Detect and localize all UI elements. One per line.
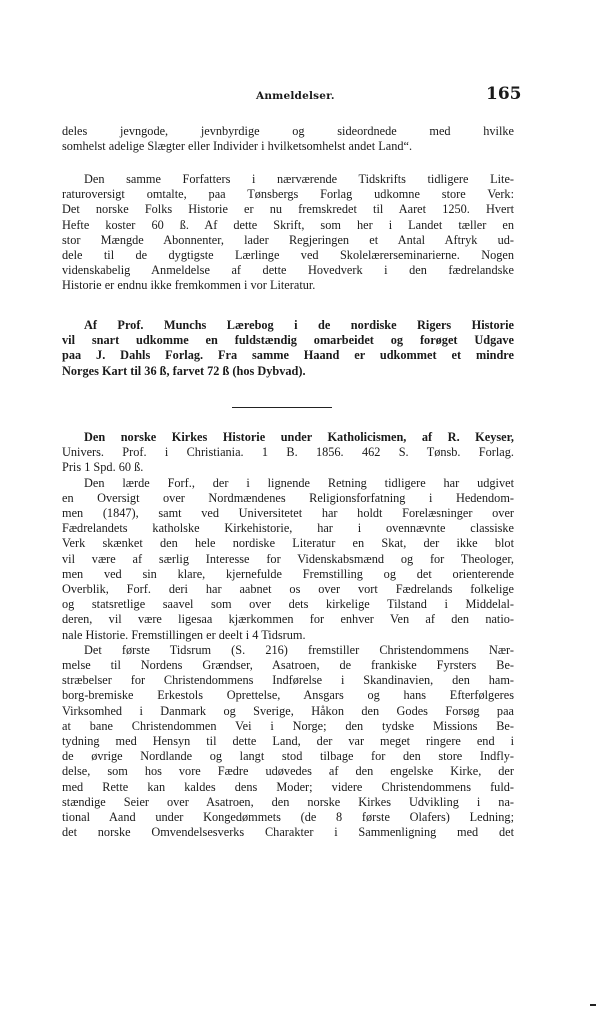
text-line: vil snart udkomme en fuldstændig omarbeidet og forøget Udgave (62, 333, 514, 348)
text-line: og statsretlige saavel som over dets kirkelige Tilstand i Middelal- (62, 597, 514, 612)
text-line: raturoversigt omtalte, paa Tønsbergs Forlag udkomne store Verk: (62, 187, 514, 202)
text-line: stor Mængde Abonnenter, lader Regjeringen et Antal Aftryk ud- (62, 232, 514, 247)
page-number: 165 (486, 84, 522, 104)
text-line: Det første Tidsrum (S. 216) fremstiller Christendommens Nær- (84, 642, 514, 657)
text-line: Hefte koster 60 ß. Af dette Skrift, som her i Landet tæller en (62, 217, 514, 232)
text-line: Norges Kart til 36 ß, farvet 72 ß (hos Dybvad). (62, 363, 306, 378)
text-line: Verk skænket den hele nordiske Literatur en Skat, der ikke blot (62, 536, 514, 551)
text-line: melse til Nordens Grændser, Asatroen, de frankiske Fyrsters Be- (62, 658, 514, 673)
review-title-line: Den norske Kirkes Historie under Katholicismen, af R. Keyser, (84, 430, 514, 444)
review-kirkes-historie (62, 430, 514, 840)
text-line: videnskabelig Anmeldelse af dette Hovedverk i den fædrelandske (62, 263, 514, 278)
text-line: vil være af særlig Interesse for Videnskabsmænd og for Theologer, (62, 551, 514, 566)
text-line: Historie er endnu ikke fremkommen i vor Literatur. (62, 278, 316, 293)
text-line: det norske Omvendelsesverks Charakter i Sammenligning med det (62, 825, 514, 840)
text-line: deren, vil være ligesaa kjærkommen for enhver Ven af den natio- (62, 612, 514, 627)
text-line: Pris 1 Spd. 60 ß. (62, 460, 144, 475)
text-line: at bane Christendommen Vei i Norge; den tydske Missions Be- (62, 718, 514, 733)
text-line: paa J. Dahls Forlag. Fra samme Haand er udkommet et mindre (62, 348, 514, 363)
text-line: med Rette kan kaldes dens Moder; videre Christendommens fuld- (62, 779, 514, 794)
text-line: Den lærde Forf., der i lignende Retning tidligere har udgivet (84, 475, 514, 490)
running-head: Anmeldelser. (256, 90, 335, 102)
text-line: Univers. Prof. i Christiania. 1 B. 1856. 462 S. Tønsb. Forlag. (62, 445, 514, 460)
text-line: deles jevngode, jevnbyrdige og sideordnede med hvilke (62, 124, 514, 138)
text-line: Overblik, Forf. deri har aabnet os over vort Fædrelands folkelige (62, 582, 514, 597)
paragraph-quote-ending (62, 124, 514, 154)
text-line: Det norske Folks Historie er nu fremskredet til Aaret 1250. Hvert (62, 202, 514, 217)
text-line: men ved sin klare, kjernefulde Fremstilling og det orienterende (62, 566, 514, 581)
text-line: stræbelser for Christendommens Indførelse i Skandinavien, den ham- (62, 673, 514, 688)
text-line: en Oversigt over Nordmændenes Religionsforfatning i Hedendom- (62, 490, 514, 505)
text-line: Virksomhed i Danmark og Sverige, Håkon den Godes Forsøg paa (62, 703, 514, 718)
text-line: Den samme Forfatters i nærværende Tidskrifts tidligere Lite- (84, 172, 514, 186)
paragraph-folks-historie (62, 172, 514, 294)
printer-mark (590, 1004, 596, 1006)
text-line: men (1847), samt ved Universitetet har holdt Forelæsninger over (62, 506, 514, 521)
text-line: stændige Seier over Asatroen, den norske Kirkes Udvikling i na- (62, 794, 514, 809)
text-line: Fædrelandets katholske Kirkehistorie, har i ovennævnte classiske (62, 521, 514, 536)
text-line: tional Aand under Kongedømmets (de 8 første Olafers) Ledning; (62, 810, 514, 825)
text-line: Af Prof. Munchs Lærebog i de nordiske Rigers Historie (84, 318, 514, 332)
text-line: delse, som hos vore Fædre udøvedes af den engelske Kirke, der (62, 764, 514, 779)
text-line: de øvrige Nordlande og langt stod tilbage for den store Indfly- (62, 749, 514, 764)
text-line: dele til de dygtigste Lærlinge ved Skolelærerseminarierne. Nogen (62, 248, 514, 263)
text-line: borg-bremiske Erkestols Oprettelse, Ansgars og hans Efterfølgeres (62, 688, 514, 703)
section-divider (232, 407, 332, 408)
text-line: nale Historie. Fremstillingen er deelt i 4 Tidsrum. (62, 627, 306, 642)
text-line: tydning med Hensyn til dette Land, der var meget ringere end i (62, 734, 514, 749)
text-line: somhelst adelige Slægter eller Individer i hvilketsomhelst andet Land“. (62, 139, 413, 154)
paragraph-munch-laerebog (62, 318, 514, 379)
